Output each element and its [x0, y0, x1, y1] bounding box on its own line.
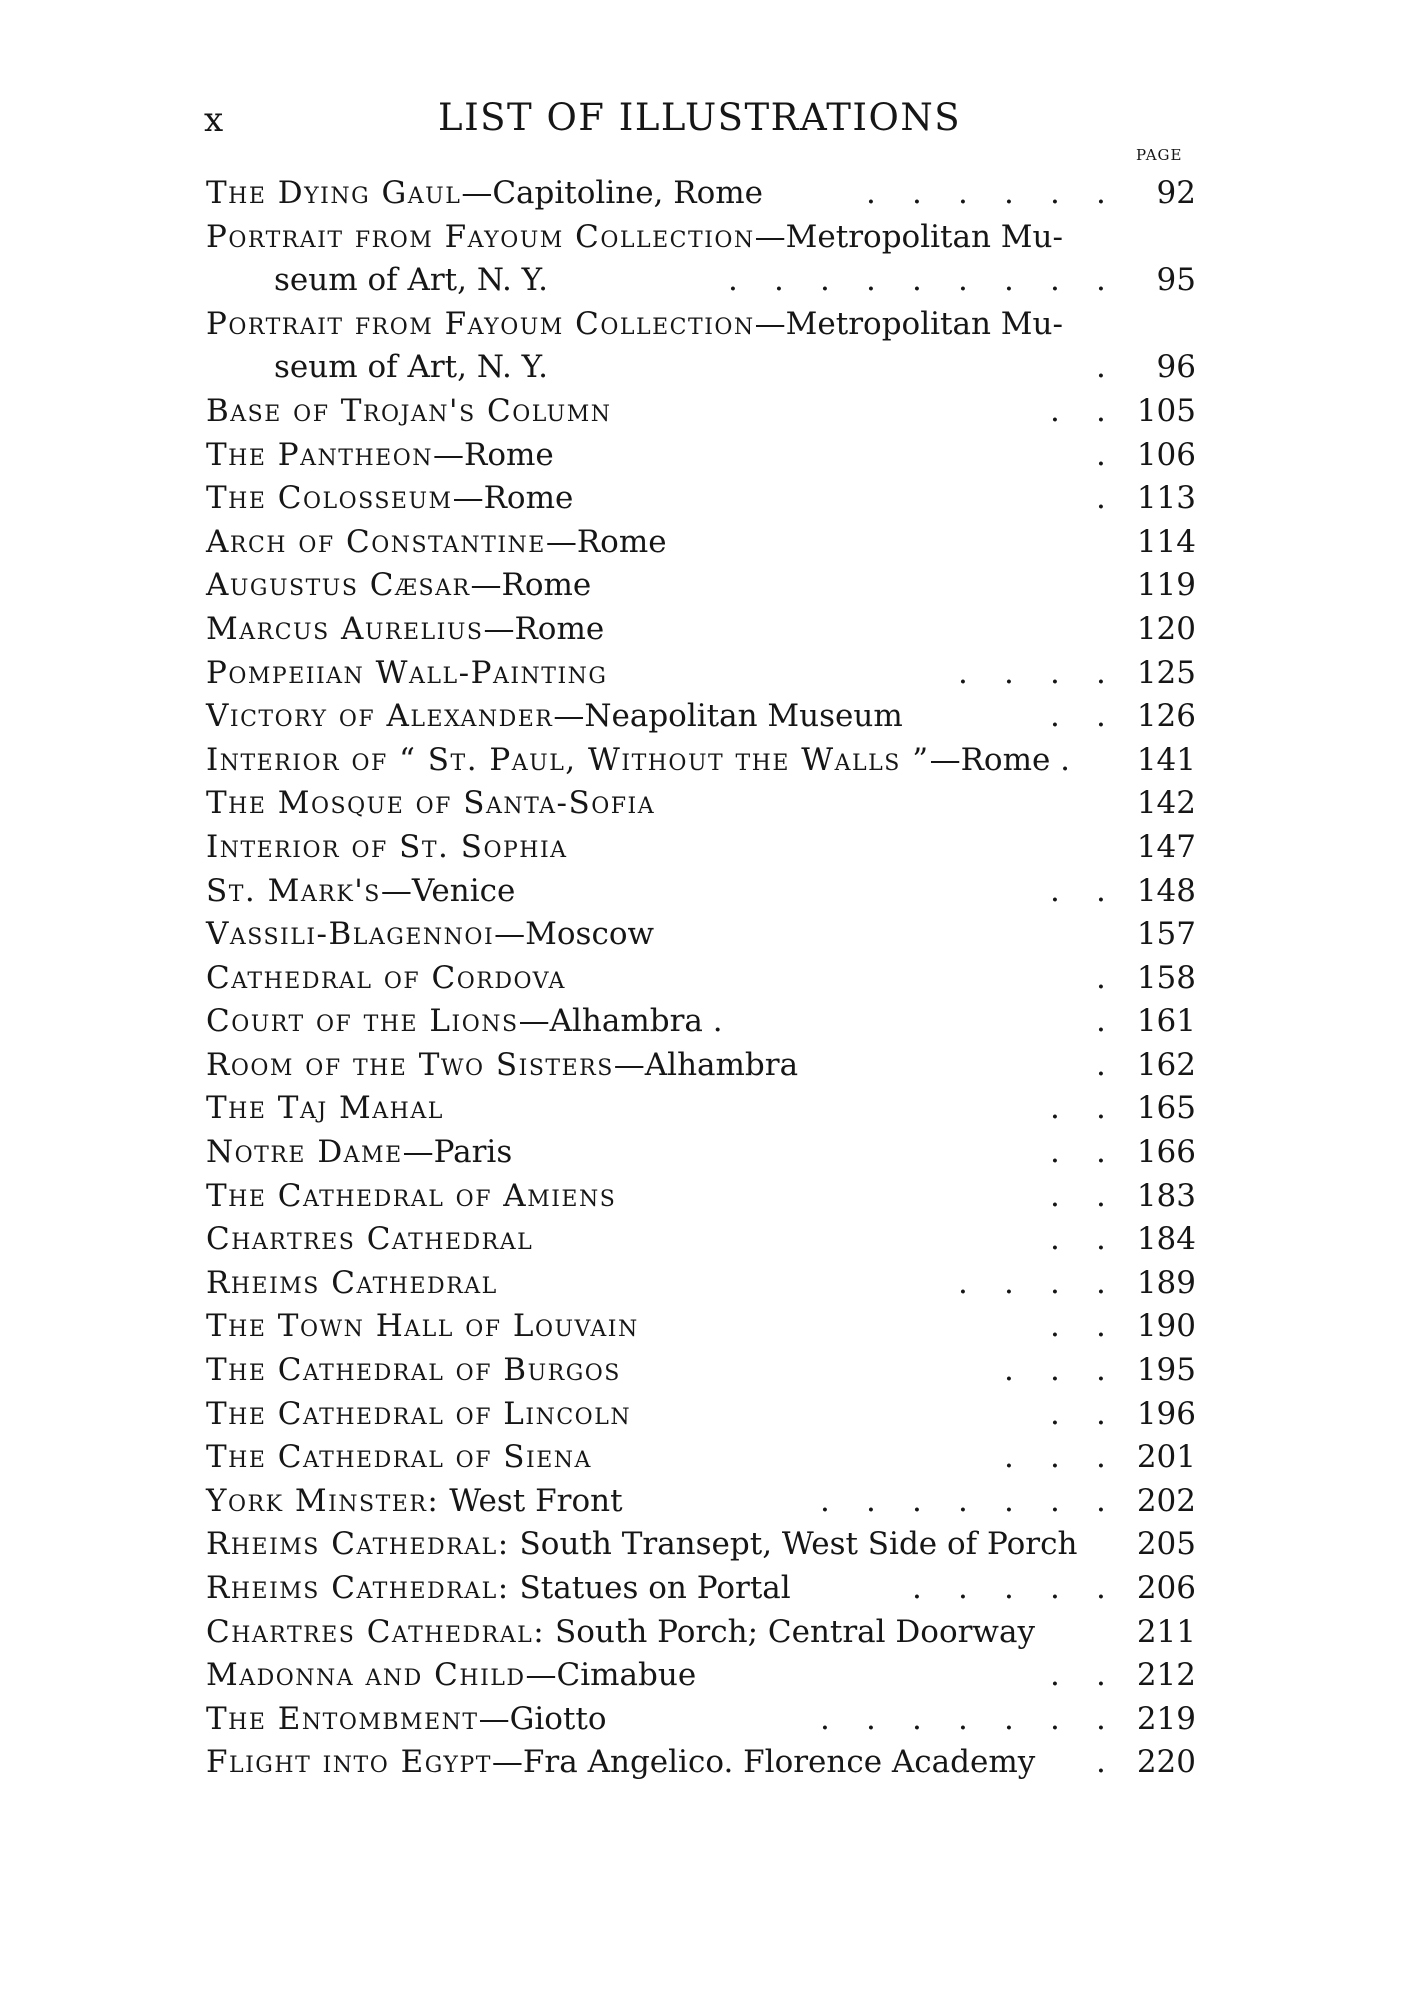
leader-dot: . [1096, 1439, 1106, 1476]
entry-subject: The Town Hall of Louvain [206, 1308, 639, 1345]
entry-title [206, 826, 568, 870]
illustration-entry [206, 303, 1196, 390]
entry-location: —Metropolitan Mu- [754, 305, 1063, 342]
entry-page-number: 125 [1136, 654, 1196, 691]
leader-dot: . [1050, 1439, 1060, 1476]
entry-subject: Chartres Cathedral [206, 1221, 534, 1258]
entry-location: —Cimabue [525, 1657, 697, 1694]
dot-leader [206, 870, 1196, 914]
illustration-entry [206, 826, 1196, 870]
illustration-entry [206, 782, 1196, 826]
entry-location: —Venice [380, 872, 516, 909]
illustration-entry [206, 739, 1196, 783]
entry-continuation: seum of Art, N. Y. [274, 262, 549, 299]
entry-location: —Alhambra [613, 1046, 799, 1083]
leader-dot: . [1050, 1395, 1060, 1432]
illustration-entry [206, 608, 1196, 652]
dot-leader [206, 957, 1196, 1001]
leader-dot: . [912, 175, 922, 211]
illustration-entry [206, 216, 1196, 303]
leader-dot: . [1050, 1308, 1060, 1345]
dot-leader [206, 695, 1196, 739]
entry-subject: The Cathedral of Lincoln [206, 1395, 632, 1432]
entry-page-number: 211 [1136, 1613, 1196, 1650]
leader-dot: . [1050, 175, 1060, 211]
entry-location: Statues on Portal [509, 1570, 791, 1606]
illustration-entry [206, 1218, 1196, 1262]
leader-dot: . [1050, 392, 1060, 429]
dot-leader [206, 1175, 1196, 1219]
entry-subject: The Cathedral of Siena [206, 1439, 592, 1476]
illustration-entry [206, 870, 1196, 914]
leader-dot: . [1096, 1482, 1106, 1519]
entry-subject: Room of the Two Sisters [206, 1046, 614, 1083]
entry-subject: Rheims Cathedral: [206, 1570, 510, 1606]
illustration-entry [206, 521, 1196, 565]
entry-location: —Rome [483, 610, 605, 647]
entry-location: —Capitoline, Rome [461, 175, 764, 211]
illustration-entry [206, 695, 1196, 739]
dot-leader [206, 1567, 1196, 1611]
illustration-entry [206, 1523, 1196, 1567]
entry-subject: Augustus Cæsar [206, 567, 471, 604]
entry-subject: Marcus Aurelius [206, 610, 484, 647]
leader-dot: . [1096, 1700, 1106, 1737]
entry-location: —Moscow [494, 916, 655, 953]
leader-dot: . [1096, 1264, 1106, 1301]
leader-dot: . [912, 262, 922, 299]
leader-dot: . [1096, 1744, 1106, 1781]
leader-dot: . [1096, 1657, 1106, 1694]
leader-dot: . [1050, 1221, 1060, 1258]
leader-dot: . [1096, 1134, 1106, 1171]
entry-title [206, 521, 667, 565]
entry-page-number: 157 [1136, 916, 1196, 953]
dot-leader [206, 1698, 1196, 1742]
leader-dot: . [912, 1570, 922, 1606]
entry-subject: Rheims Cathedral [206, 1264, 498, 1301]
illustration-entry [206, 1698, 1196, 1742]
entry-page-number: 142 [1136, 785, 1196, 822]
leader-dot: . [1096, 1352, 1106, 1389]
dot-leader [206, 1305, 1196, 1349]
leader-dot: . [1096, 1177, 1106, 1214]
entry-subject: Rheims Cathedral: [206, 1526, 510, 1563]
entry-page-number: 196 [1136, 1395, 1196, 1432]
leader-dot: . [912, 1700, 922, 1737]
leader-dot: . [1096, 1090, 1106, 1127]
dot-leader [206, 1654, 1196, 1698]
leader-dot: . [1004, 1700, 1014, 1737]
leader-dot: . [1004, 1482, 1014, 1519]
illustration-entry [206, 172, 1196, 216]
entry-title [206, 1611, 1035, 1655]
entry-page-number: 206 [1136, 1570, 1196, 1606]
illustration-entry [206, 1393, 1196, 1437]
leader-dot: . [958, 1482, 968, 1519]
illustration-entry [206, 1741, 1196, 1785]
dot-leader [206, 1044, 1196, 1088]
entry-subject: Vassili-Blagennoi [206, 916, 495, 953]
dot-leader [206, 172, 1196, 216]
entry-page-number: 92 [1156, 175, 1196, 211]
entry-subject: Madonna and Child [206, 1657, 526, 1694]
leader-dot: . [1096, 262, 1106, 299]
leader-dot: . [1004, 1439, 1014, 1476]
entry-page-number: 126 [1136, 698, 1196, 735]
leader-dot: . [1050, 698, 1060, 735]
entry-page-number: 202 [1136, 1482, 1196, 1519]
illustration-entry [206, 1000, 1196, 1044]
page-number: x [204, 100, 225, 140]
dot-leader [206, 434, 1196, 478]
illustration-entry [206, 1262, 1196, 1306]
entry-subject: Cathedral of Cordova [206, 959, 566, 996]
illustration-entry [206, 1175, 1196, 1219]
entry-page-number: 113 [1136, 480, 1196, 517]
illustration-entry [206, 434, 1196, 478]
entry-location: —Giotto [478, 1700, 607, 1737]
leader-dot: . [1050, 1352, 1060, 1389]
leader-dot: . [1050, 262, 1060, 299]
entry-location: —Rome [470, 567, 592, 604]
leader-dot: . [1096, 698, 1106, 735]
dot-leader [206, 346, 1196, 390]
entry-subject: Portrait from Fayoum Collection [206, 218, 755, 255]
leader-dot: . [1096, 1570, 1106, 1606]
leader-dot: . [958, 1700, 968, 1737]
leader-dot: . [1050, 1657, 1060, 1694]
entry-subject: St. Mark's [206, 872, 381, 909]
entry-subject: Flight into Egypt [206, 1744, 492, 1781]
illustrations-list [206, 172, 1196, 1785]
entry-location: —Alhambra . [518, 1003, 723, 1040]
entry-location: West Front [439, 1482, 623, 1519]
entry-subject: The Mosque of Santa-Sofia [206, 785, 656, 822]
leader-dot: . [866, 1700, 876, 1737]
entry-page-number: 190 [1136, 1308, 1196, 1345]
leader-dot: . [1096, 1308, 1106, 1345]
entry-title [206, 782, 655, 826]
illustration-entry [206, 1567, 1196, 1611]
entry-subject: Court of the Lions [206, 1003, 519, 1040]
entry-subject: The Cathedral of Burgos [206, 1352, 621, 1389]
illustration-entry [206, 1480, 1196, 1524]
leader-dot: . [1096, 480, 1106, 517]
entry-page-number: 220 [1136, 1744, 1196, 1781]
leader-dot: . [1050, 1177, 1060, 1214]
entry-page-number: 166 [1136, 1134, 1196, 1171]
entry-page-number: 141 [1136, 741, 1196, 778]
leader-dot: . [1004, 1352, 1014, 1389]
dot-leader [206, 652, 1196, 696]
entry-page-number: 120 [1136, 610, 1196, 647]
entry-location: —Rome [452, 480, 574, 517]
entry-subject: The Pantheon [206, 436, 433, 473]
entry-subject: The Entombment [206, 1700, 479, 1737]
entry-page-number: 219 [1136, 1700, 1196, 1737]
illustration-entry [206, 390, 1196, 434]
dot-leader [206, 1393, 1196, 1437]
entry-location: —Metropolitan Mu- [754, 218, 1063, 255]
illustration-entry [206, 1131, 1196, 1175]
leader-dot: . [1050, 654, 1060, 691]
entry-subject: York Minster: [206, 1482, 440, 1519]
leader-dot: . [774, 262, 784, 299]
entry-location: —Rome [545, 523, 667, 560]
entry-page-number: 147 [1136, 828, 1196, 865]
entry-subject: Pompeiian Wall-Painting [206, 654, 608, 691]
entry-location: South Transept, West Side of Porch [509, 1526, 1078, 1563]
leader-dot: . [1096, 1221, 1106, 1258]
entry-subject: Arch of Constantine [206, 523, 546, 560]
dot-leader [206, 1436, 1196, 1480]
page-heading: LIST OF ILLUSTRATIONS [438, 96, 962, 139]
leader-dot: . [1096, 392, 1106, 429]
leader-dot: . [912, 1482, 922, 1519]
entry-subject: Chartres Cathedral: [206, 1613, 546, 1650]
entry-location: South Porch; Central Doorway [545, 1613, 1035, 1650]
entry-subject: Victory of Alexander [206, 698, 554, 735]
leader-dot: . [1050, 1700, 1060, 1737]
leader-dot: . [1096, 959, 1106, 996]
dot-leader [206, 1087, 1196, 1131]
illustration-entry [206, 1349, 1196, 1393]
leader-dot: . [866, 175, 876, 211]
leader-dot: . [728, 262, 738, 299]
leader-dot: . [1096, 654, 1106, 691]
leader-dot: . [866, 262, 876, 299]
leader-dot: . [1096, 1003, 1106, 1040]
entry-title [206, 608, 604, 652]
entry-title [206, 913, 654, 957]
leader-dot: . [1004, 1570, 1014, 1606]
illustration-entry [206, 1305, 1196, 1349]
leader-dot: . [1004, 262, 1014, 299]
dot-leader [206, 1218, 1196, 1262]
entry-page-number: 105 [1136, 392, 1196, 429]
entry-page-number: 189 [1136, 1264, 1196, 1301]
illustration-entry [206, 1436, 1196, 1480]
illustration-entry [206, 1087, 1196, 1131]
entry-page-number: 114 [1136, 523, 1196, 560]
entry-title [206, 303, 1063, 347]
leader-dot: . [1050, 1090, 1060, 1127]
entry-location: —Rome . [929, 741, 1071, 778]
leader-dot: . [1096, 1395, 1106, 1432]
entry-page-number: 195 [1136, 1352, 1196, 1389]
leader-dot: . [1004, 654, 1014, 691]
dot-leader [206, 1349, 1196, 1393]
leader-dot: . [1050, 1134, 1060, 1171]
leader-dot: . [958, 262, 968, 299]
leader-dot: . [958, 1570, 968, 1606]
entry-subject: Interior of “ St. Paul, Without the Walls ” [206, 741, 930, 778]
leader-dot: . [1050, 1482, 1060, 1519]
entry-location: —Fra Angelico. Florence Academy [491, 1744, 1036, 1781]
dot-leader [206, 1262, 1196, 1306]
leader-dot: . [1096, 436, 1106, 473]
illustration-entry [206, 477, 1196, 521]
entry-page-number: 148 [1136, 872, 1196, 909]
entry-location: —Rome [432, 436, 554, 473]
entry-location: —Neapolitan Museum [553, 698, 903, 735]
entry-title [206, 216, 1063, 260]
dot-leader [206, 1131, 1196, 1175]
entry-title [206, 564, 591, 608]
leader-dot: . [820, 1700, 830, 1737]
entry-location: —Paris [402, 1134, 513, 1171]
illustration-entry [206, 913, 1196, 957]
entry-title [206, 1523, 1077, 1567]
entry-subject: The Colosseum [206, 480, 453, 517]
illustration-entry [206, 652, 1196, 696]
leader-dot: . [1050, 1264, 1060, 1301]
entry-subject: The Dying Gaul [206, 175, 462, 211]
illustration-entry [206, 957, 1196, 1001]
leader-dot: . [1096, 872, 1106, 909]
entry-page-number: 212 [1136, 1657, 1196, 1694]
entry-title [206, 739, 1070, 783]
leader-dot: . [1004, 175, 1014, 211]
entry-subject: The Cathedral of Amiens [206, 1177, 617, 1214]
dot-leader [206, 390, 1196, 434]
dot-leader [206, 1480, 1196, 1524]
leader-dot: . [1050, 872, 1060, 909]
entry-page-number: 165 [1136, 1090, 1196, 1127]
dot-leader [206, 1000, 1196, 1044]
leader-dot: . [1096, 175, 1106, 211]
entry-page-number: 95 [1156, 262, 1196, 299]
illustration-entry [206, 1654, 1196, 1698]
page-column-label: PAGE [1136, 146, 1183, 164]
dot-leader [206, 1741, 1196, 1785]
entry-page-number: 205 [1136, 1526, 1196, 1563]
leader-dot: . [958, 654, 968, 691]
leader-dot: . [1096, 1046, 1106, 1083]
entry-page-number: 158 [1136, 959, 1196, 996]
entry-page-number: 201 [1136, 1439, 1196, 1476]
entry-page-number: 161 [1136, 1003, 1196, 1040]
leader-dot: . [866, 1482, 876, 1519]
entry-subject: Notre Dame [206, 1134, 403, 1171]
entry-page-number: 183 [1136, 1177, 1196, 1214]
entry-page-number: 184 [1136, 1221, 1196, 1258]
leader-dot: . [1096, 349, 1106, 386]
entry-subject: Interior of St. Sophia [206, 828, 568, 865]
dot-leader [206, 477, 1196, 521]
entry-page-number: 162 [1136, 1046, 1196, 1083]
leader-dot: . [820, 1482, 830, 1519]
illustration-entry [206, 1611, 1196, 1655]
dot-leader [206, 259, 1196, 303]
leader-dot: . [1050, 1570, 1060, 1606]
illustration-entry [206, 564, 1196, 608]
leader-dot: . [958, 1264, 968, 1301]
entry-subject: Portrait from Fayoum Collection [206, 305, 755, 342]
entry-subject: Base of Trojan's Column [206, 392, 612, 429]
entry-page-number: 96 [1156, 349, 1196, 386]
entry-subject: The Taj Mahal [206, 1090, 444, 1127]
entry-continuation: seum of Art, N. Y. [274, 349, 549, 386]
leader-dot: . [820, 262, 830, 299]
leader-dot: . [1004, 1264, 1014, 1301]
entry-page-number: 106 [1136, 436, 1196, 473]
leader-dot: . [958, 175, 968, 211]
entry-page-number: 119 [1136, 567, 1196, 604]
illustration-entry [206, 1044, 1196, 1088]
